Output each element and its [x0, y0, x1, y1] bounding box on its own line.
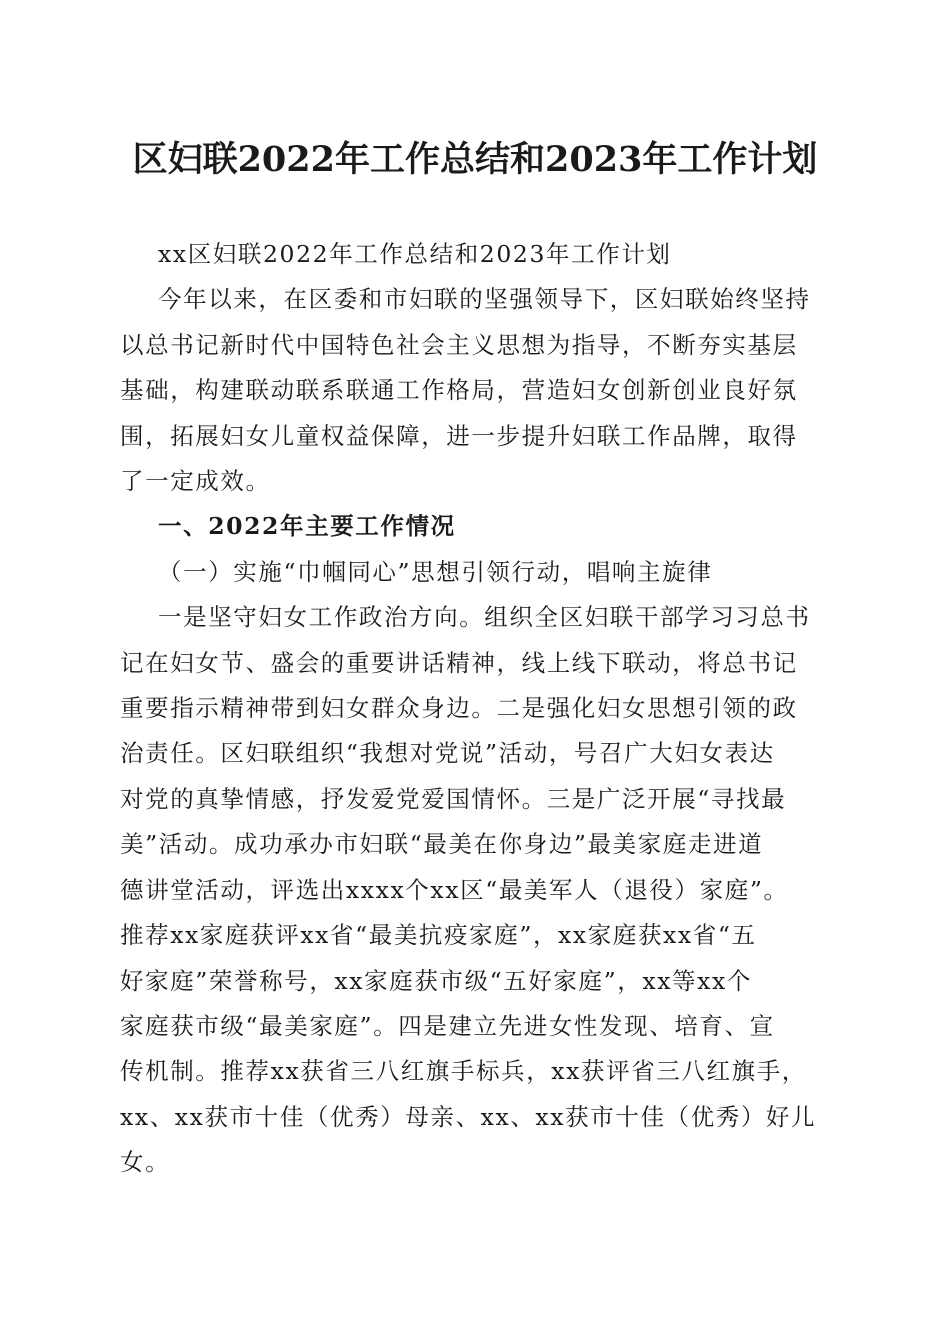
document-body: [120, 232, 840, 1186]
text-line: 以总书记新时代中国特色社会主义思想为指导，不断夯实基层: [120, 330, 798, 359]
text-line: 德讲堂活动，评选出xxxx个xx区“最美军人（退役）家庭”。: [120, 875, 789, 904]
document-title: 区妇联2022年工作总结和2023年工作计划: [132, 139, 818, 180]
text-line: 重要指示精神带到妇女群众身边。二是强化妇女思想引领的政: [120, 694, 798, 723]
section-heading: 一、2022年主要工作情况: [158, 512, 456, 541]
text-line: 围，拓展妇女儿童权益保障，进一步提升妇联工作品牌，取得: [120, 421, 798, 450]
text-line: 美”活动。成功承办市妇联“最美在你身边”最美家庭走进道: [120, 830, 764, 859]
text-line: xx区妇联2022年工作总结和2023年工作计划: [158, 240, 672, 268]
text-line: 一是坚守妇女工作政治方向。组织全区妇联干部学习习总书: [158, 603, 811, 632]
text-line: 了一定成效。: [120, 467, 271, 496]
text-line: 记在妇女节、盛会的重要讲话精神，线上线下联动，将总书记: [120, 648, 798, 677]
text-line: 治责任。区妇联组织“我想对党说”活动，号召广大妇女表达: [120, 739, 775, 768]
text-line: 好家庭”荣誉称号，xx家庭获市级“五好家庭”，xx等xx个: [120, 966, 752, 995]
text-line: xx、xx获市十佳（优秀）母亲、xx、xx获市十佳（优秀）好儿: [120, 1102, 817, 1131]
text-line: 今年以来，在区委和市妇联的坚强领导下，区妇联始终坚持: [158, 285, 811, 314]
text-line: 传机制。推荐xx获省三八红旗手标兵，xx获评省三八红旗手，: [120, 1057, 807, 1086]
text-line: 推荐xx家庭获评xx省“最美抗疫家庭”，xx家庭获xx省“五: [120, 921, 757, 950]
text-line: 家庭获市级“最美家庭”。四是建立先进女性发现、培育、宣: [120, 1011, 775, 1040]
text-line: 女。: [120, 1148, 171, 1177]
text-line: （一）实施“巾帼同心”思想引领行动，唱响主旋律: [158, 557, 713, 586]
text-line: 对党的真挚情感，抒发爱党爱国情怀。三是广泛开展“寻找最: [120, 784, 787, 813]
text-line: 基础，构建联动联系联通工作格局，营造妇女创新创业良好氛: [120, 376, 798, 405]
